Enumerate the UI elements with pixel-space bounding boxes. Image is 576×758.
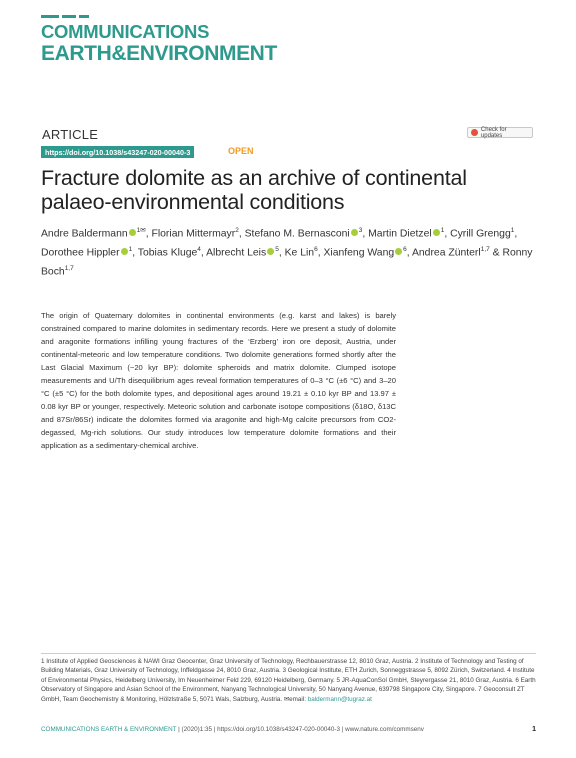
- check-updates-icon: [471, 129, 478, 136]
- journal-name-line2: EARTH&ENVIRONMENT: [41, 42, 277, 65]
- author-affiliation-sup: 1: [440, 227, 445, 234]
- orcid-icon[interactable]: [351, 229, 358, 236]
- author-name[interactable]: Ronny Boch: [41, 247, 533, 278]
- check-updates-label: Check for updates: [480, 126, 507, 139]
- article-title: Fracture dolomite as an archive of continental palaeo-environmental conditions: [41, 166, 467, 214]
- footer-citation: [41, 726, 424, 733]
- footer-citation-text: | (2020)1:35 | https://doi.org/10.1038/s43247-020-00040-3 | www.nature.com/commsenv: [176, 726, 424, 733]
- author-affiliation-sup: 5: [275, 245, 279, 253]
- footer-journal[interactable]: COMMUNICATIONS EARTH & ENVIRONMENT: [41, 726, 177, 733]
- author-affiliation-sup: 3: [358, 227, 363, 234]
- author-affiliation-sup: 1,7: [480, 245, 490, 253]
- abstract: The origin of Quaternary dolomites in continental environments (e.g. karst and lakes) is barely constrained compared to marine dolomites in sedimentary records. Here we present a study of dolomite and aragonite formations infilling young fractures of the ‘Erzberg’ iron ore deposit, Austria, under continental-meteoric and low temperature conditions. Two dolomite generations formed shortly after the Last Glacial Maximum (~20 kyr BP): dolomite spheroids and matrix dolomite. Clumped isotope measurements and U/Th disequilibrium ages reveal formation temperatures of 0–3 °C (±6 °C) and 3–20 °C (±5 °C) for the both dolomite types, and depositional ages around 19.21 ± 0.10 kyr BP and 13.97 ± 0.08 kyr BP or younger, respectively. Meteoric solution and carbonate isotope compositions (δ18O, δ13C and 87Sr/86Sr) indicate the dolomites formed via aragonite and high-Mg calcite precursors from CO2-degassed, Mg-rich solutions. Our study introduces low temperature dolomite formations and their application as a sedimentary-chemical archive.: [41, 311, 396, 450]
- affiliations-text: 1 Institute of Applied Geosciences & NAWI Graz Geocenter, Graz University of Technology, Rechbauerstrasse 12, 8010 Graz, Austria. 2 Institute of Technology and Testing of Building Materials, Graz University of Technology, Inffeldgasse 24, 8010 Graz, Austria. 3 Geological Institute, ETH Zurich, Sonneggstrasse 5, 8092 Zürich, Switzerland. 4 Institute of Environmental Physics, Heidelberg University, Im Neuenheimer Feld 229, 69120 Heidelberg, Germany. 5 JR-AquaConSol GmbH, Steyrergasse 21, 8010 Graz, Austria. 6 Earth Observatory of Singapore and Asian School of the Environment, Nanyang Technological University, 50 Nanyang Avenue, 639798 Singapore City, Singapore. 7 Geoconsult ZT GmbH, Team Geochemistry & Monitoring, Hölzlstraße 5, 5071 Wals, Salzburg, Austria. ✉email:: [41, 658, 536, 703]
- author-list: Andre Baldermann $^{1✉}$, Florian Mittermayr$^2$, Stefano M. Bernasconi $^3$, Martin Dietzel $^1$, Cyrill Grengg$^1$, Dorothee Hippler $^1$, Tobias Kluge$^4$, Albrecht Leis $^5$, Ke Lin$^6$, Xianfeng Wang $^6$, Andrea Zünterl$^{1,7}$ & Ronny Boch$^{1,7}$: [41, 227, 533, 278]
- orcid-icon[interactable]: [129, 229, 136, 236]
- author-name[interactable]: Ke Lin: [284, 247, 315, 259]
- doi-link[interactable]: https://doi.org/10.1038/s43247-020-00040-3: [41, 146, 194, 158]
- check-for-updates-button[interactable]: [467, 127, 533, 138]
- page-footer: [41, 726, 536, 733]
- journal-logo: [41, 15, 341, 65]
- orcid-icon[interactable]: [267, 248, 274, 255]
- journal-name-line1: COMMUNICATIONS: [41, 21, 210, 42]
- open-access-badge: OPEN: [228, 146, 254, 156]
- author-name[interactable]: Stefano M. Bernasconi: [244, 228, 350, 240]
- author-affiliation-sup: 1✉: [136, 227, 146, 234]
- affiliations: [41, 657, 536, 704]
- email-link[interactable]: baldermann@tugraz.at: [307, 695, 372, 703]
- author-name[interactable]: Andre Baldermann: [41, 228, 128, 240]
- logo-bars: [41, 15, 341, 18]
- author-name[interactable]: Tobias Kluge: [137, 247, 198, 259]
- author-affiliation-sup: 4: [197, 245, 201, 253]
- author-name[interactable]: Andrea Zünterl: [411, 247, 481, 259]
- orcid-icon[interactable]: [433, 229, 440, 236]
- author-affiliation-sup: 1,7: [64, 264, 74, 272]
- author-affiliation-sup: 2: [235, 227, 239, 234]
- author-name[interactable]: Martin Dietzel: [368, 228, 432, 240]
- article-type-label: ARTICLE: [42, 127, 99, 142]
- author-affiliation-sup: 6: [403, 245, 407, 253]
- author-name[interactable]: Dorothee Hippler: [41, 247, 120, 259]
- author-name[interactable]: Florian Mittermayr: [151, 228, 236, 240]
- author-affiliation-sup: 1: [128, 245, 133, 253]
- page-number: 1: [532, 726, 536, 733]
- author-affiliation-sup: 6: [314, 245, 318, 253]
- author-affiliation-sup: 1: [510, 227, 515, 234]
- author-name[interactable]: Cyrill Grengg: [450, 228, 511, 240]
- affiliations-divider: [41, 653, 536, 654]
- orcid-icon[interactable]: [121, 248, 128, 255]
- orcid-icon[interactable]: [395, 248, 402, 255]
- author-name[interactable]: Xianfeng Wang: [323, 247, 395, 259]
- author-name[interactable]: Albrecht Leis: [206, 247, 267, 259]
